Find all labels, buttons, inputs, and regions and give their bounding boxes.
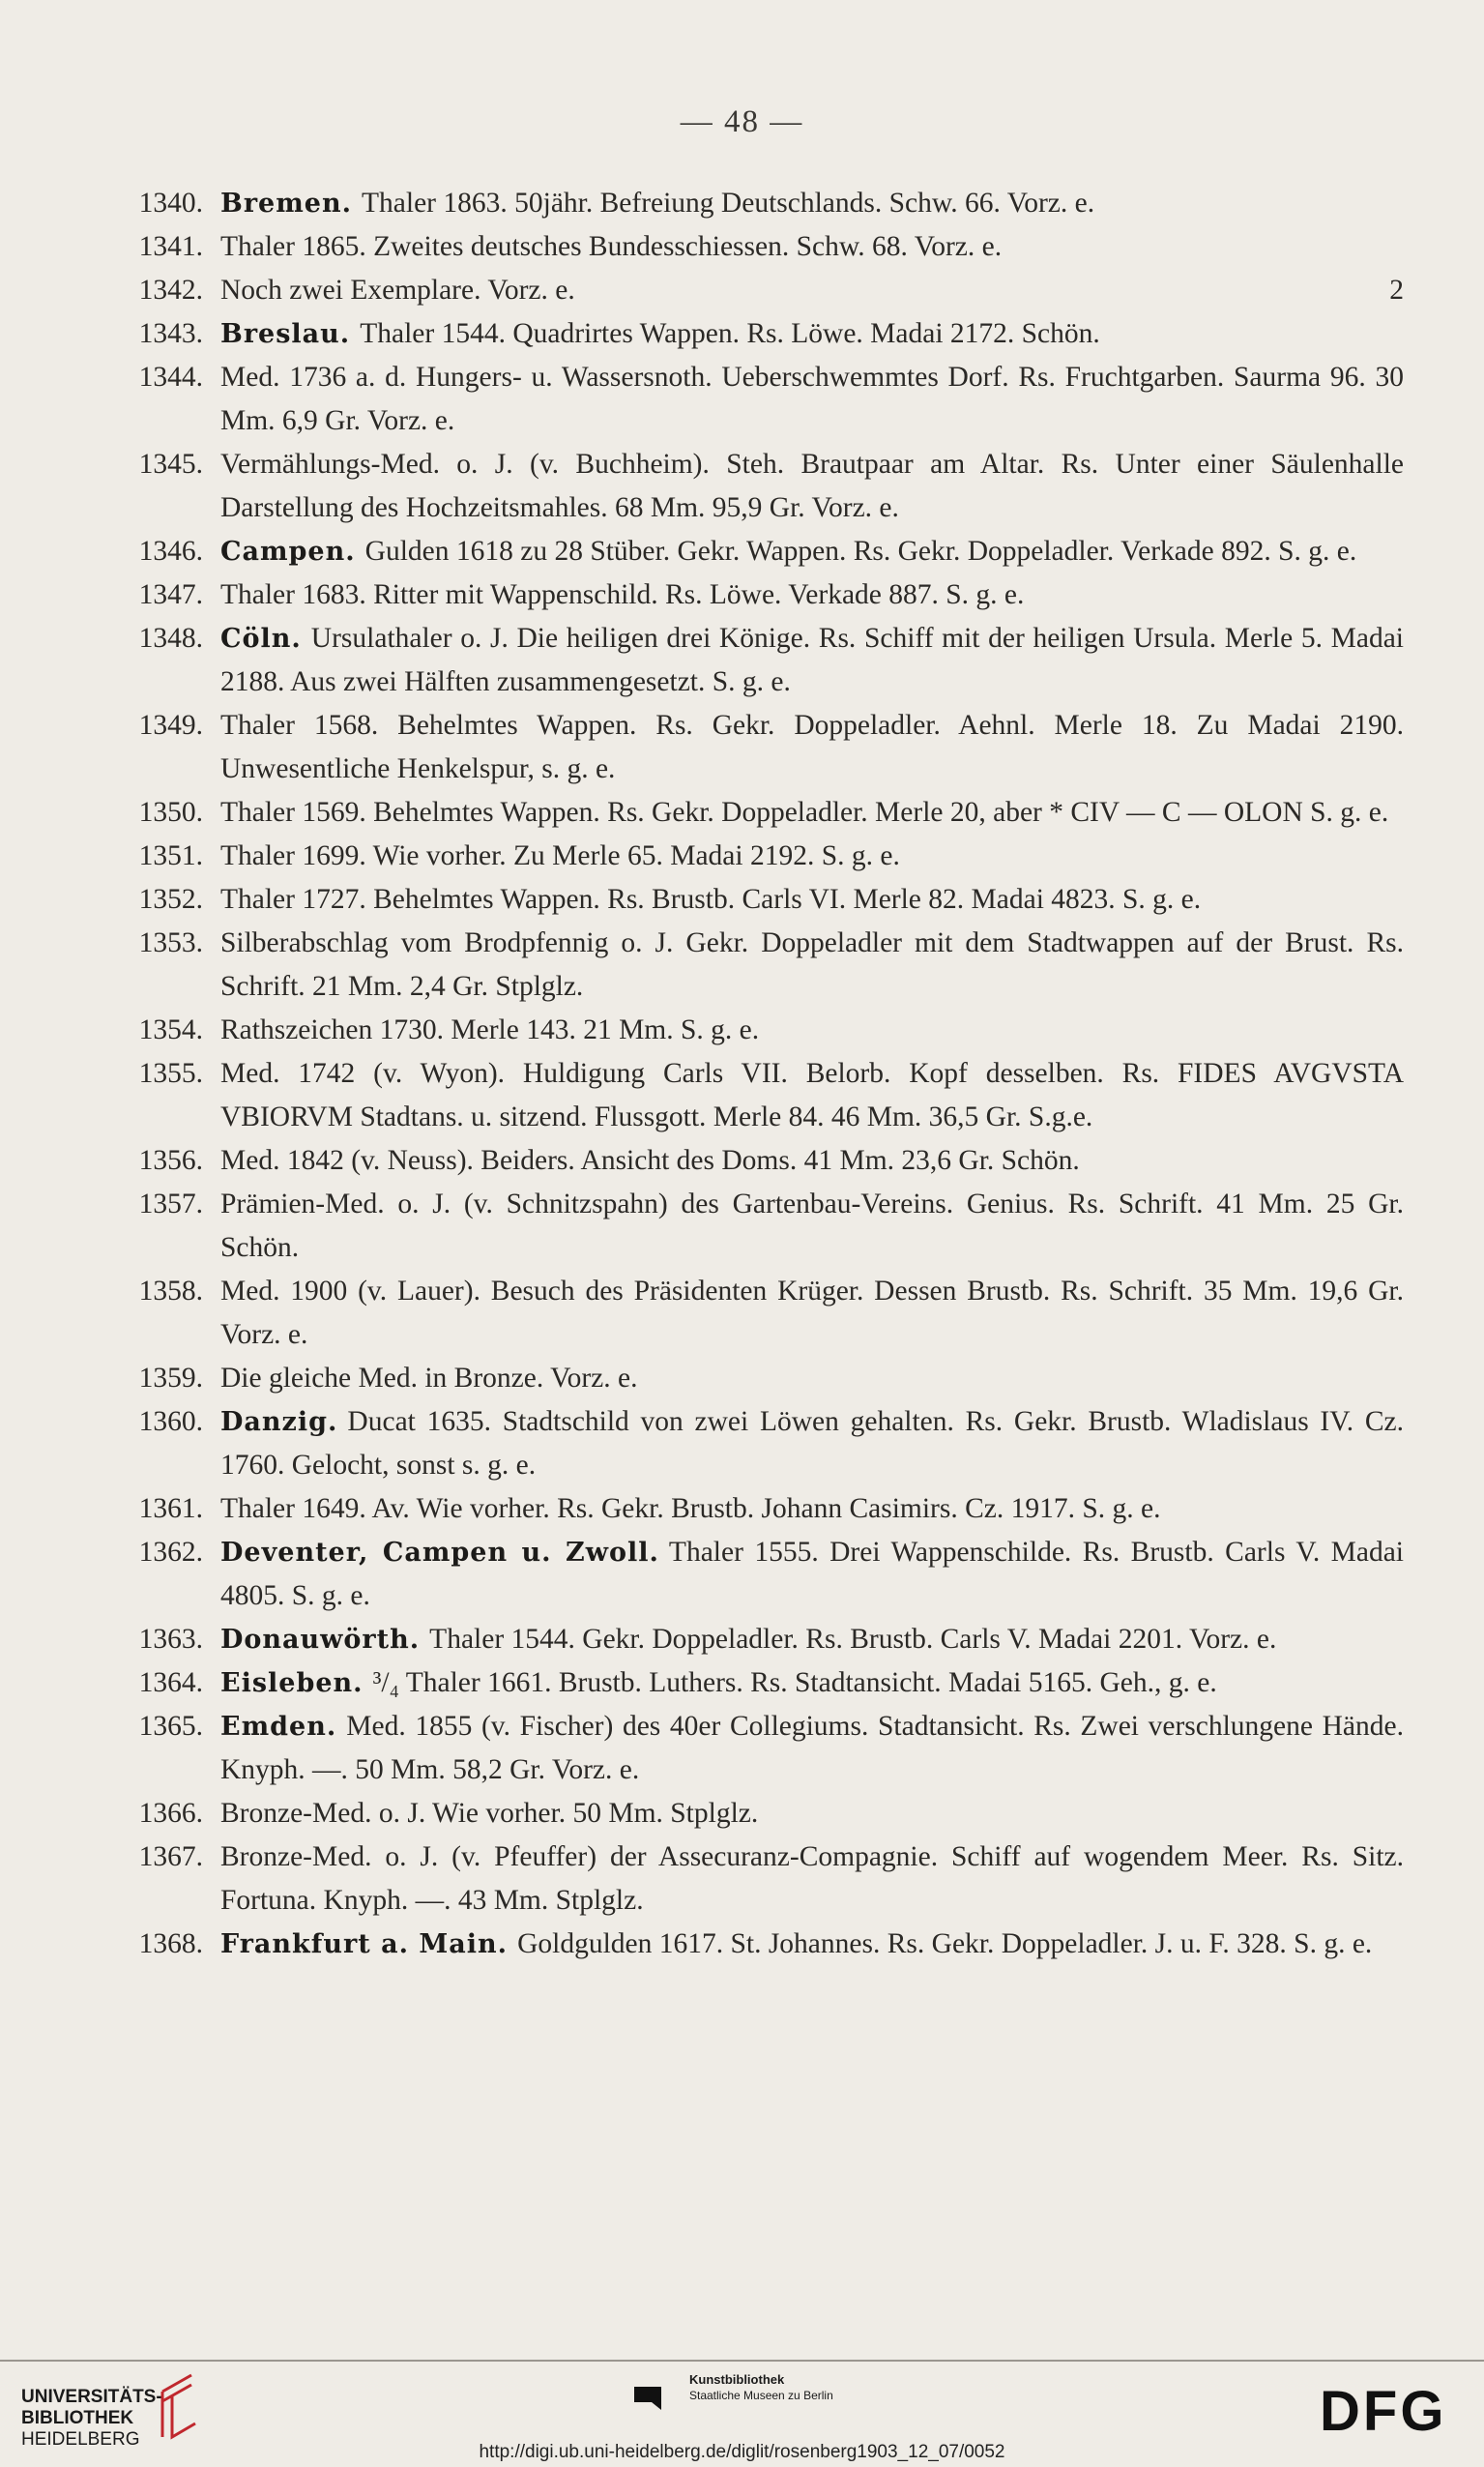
entry-number: 1363. (138, 1624, 203, 1655)
entry-text: Gulden 1618 zu 28 Stüber. Gekr. Wappen. Rs. Gekr. Doppeladler. Verkade 892. S. g. e. (364, 536, 1357, 567)
entry-body (220, 1009, 1404, 1052)
entry-text: Thaler 1544. Gekr. Doppeladler. Rs. Brustb. Carls V. Madai 2201. Vorz. e. (429, 1624, 1277, 1655)
entry-place: Danzig. (220, 1407, 338, 1437)
catalog-entry (108, 704, 1404, 791)
entry-body (220, 617, 1404, 704)
entry-number: 1361. (138, 1493, 203, 1524)
entry-text: Med. 1742 (v. Wyon). Huldigung Carls VII. Belorb. Kopf desselben. Rs. FIDES AVGVSTA VBIORVM Stadtans. u. sitzend. Flussgott. Merle 84. 46 Mm. 36,5 Gr. S.g.e. (220, 1058, 1404, 1132)
entry-body (220, 269, 1404, 312)
entry-text: Med. 1736 a. d. Hungers- u. Wassersnoth. Ueberschwemmtes Dorf. Rs. Fruchtgarben. Saurma 96. 30 Mm. 6,9 Gr. Vorz. e. (220, 362, 1404, 436)
entry-body (220, 922, 1404, 1009)
entry-body (220, 1705, 1404, 1792)
catalog-entry (108, 1487, 1404, 1531)
entry-number: 1341. (138, 231, 203, 262)
catalog-entry (108, 1705, 1404, 1792)
logo-line-2: BIBLIOTHEK (21, 2408, 134, 2428)
entry-place: Eisleben. (220, 1668, 364, 1698)
entry-text: Die gleiche Med. in Bronze. Vorz. e. (220, 1363, 638, 1394)
entry-number: 1351. (138, 840, 203, 871)
catalog-entry (108, 617, 1404, 704)
entry-body (220, 1661, 1404, 1705)
entry-body (220, 1923, 1404, 1966)
entry-text: Vermählungs-Med. o. J. (v. Buchheim). Steh. Brautpaar am Altar. Rs. Unter einer Säulenhalle Darstellung des Hochzeitsmahles. 68 Mm. 95,9 Gr. Vorz. e. (220, 449, 1404, 523)
entry-number: 1368. (138, 1928, 203, 1959)
university-emblem-icon (155, 2367, 203, 2445)
entry-body (220, 225, 1404, 269)
kunstbibliothek-logo[interactable] (633, 2371, 833, 2404)
entry-body (220, 312, 1404, 356)
entry-body (220, 443, 1404, 530)
entry-number: 1355. (138, 1058, 203, 1089)
entry-text: Noch zwei Exemplare. Vorz. e. (220, 275, 575, 306)
entry-body (220, 878, 1404, 922)
entry-number: 1350. (138, 797, 203, 828)
catalog-entry (108, 1357, 1404, 1400)
entry-number: 1345. (138, 449, 203, 480)
entry-text: Med. 1900 (v. Lauer). Besuch des Präsidenten Krüger. Dessen Brustb. Rs. Schrift. 35 Mm. 19,6 Gr. Vorz. e. (220, 1276, 1404, 1350)
catalog-entry (108, 225, 1404, 269)
entry-number: 1356. (138, 1145, 203, 1176)
entry-text: Thaler 1569. Behelmtes Wappen. Rs. Gekr. Doppeladler. Merle 20, aber * CIV — C — OLON S. g. e. (220, 797, 1389, 828)
entry-quantity: 2 (1389, 275, 1404, 306)
catalog-entry (108, 1183, 1404, 1270)
entry-number: 1349. (138, 710, 203, 741)
entry-body (220, 1836, 1404, 1923)
entry-place: Bremen. (220, 189, 353, 219)
entry-place: Frankfurt a. Main. (220, 1929, 509, 1959)
entry-text: Med. 1855 (v. Fischer) des 40er Collegiums. Stadtansicht. Rs. Zwei verschlungene Hände. Knyph. —. 50 Mm. 58,2 Gr. Vorz. e. (220, 1711, 1404, 1785)
entry-body (220, 1052, 1404, 1139)
entry-text: Thaler 1555. Drei Wappenschilde. Rs. Brustb. Carls V. Madai 4805. S. g. e. (220, 1537, 1405, 1611)
entry-number: 1357. (138, 1189, 203, 1219)
entry-number: 1344. (138, 362, 203, 393)
entry-number: 1367. (138, 1841, 203, 1872)
entry-body (220, 530, 1404, 573)
entry-number: 1362. (138, 1537, 203, 1568)
catalog-entry (108, 1009, 1404, 1052)
entry-place: Cöln. (220, 624, 302, 654)
catalog-entry (108, 878, 1404, 922)
entry-number: 1342. (138, 275, 203, 306)
entry-number: 1352. (138, 884, 203, 915)
catalog-entry (108, 1661, 1404, 1705)
entry-number: 1340. (138, 188, 203, 219)
entry-body (220, 573, 1404, 617)
entry-text: Thaler 1649. Av. Wie vorher. Rs. Gekr. Brustb. Johann Casimirs. Cz. 1917. S. g. e. (220, 1493, 1161, 1524)
catalog-entry (108, 1792, 1404, 1836)
catalog-entry (108, 443, 1404, 530)
catalog-entry (108, 1618, 1404, 1661)
entry-body (220, 791, 1404, 835)
entry-text: Thaler 1544. Quadrirtes Wappen. Rs. Löwe. Madai 2172. Schön. (360, 318, 1100, 349)
source-url[interactable]: http://digi.ub.uni-heidelberg.de/diglit/rosenberg1903_12_07/0052 (479, 2442, 1005, 2462)
logo-line-3: HEIDELBERG (21, 2429, 140, 2450)
catalog-entry (108, 182, 1404, 225)
catalog-entry (108, 269, 1404, 312)
logo-line-1: UNIVERSITÄTS- (21, 2387, 162, 2407)
entry-text: Rathszeichen 1730. Merle 143. 21 Mm. S. g. e. (220, 1014, 760, 1045)
entry-place: Campen. (220, 537, 356, 567)
catalog-entry (108, 1923, 1404, 1966)
catalog-entry (108, 1139, 1404, 1183)
entry-number: 1358. (138, 1276, 203, 1307)
entry-text: Ursulathaler o. J. Die heiligen drei Könige. Rs. Schiff mit der heiligen Ursula. Merle 5. Madai 2188. Aus zwei Hälften zusammengesetzt. S. g. e. (220, 623, 1404, 697)
entry-body (220, 1487, 1404, 1531)
catalog-entry (108, 573, 1404, 617)
entry-body (220, 835, 1404, 878)
entry-text: Thaler 1683. Ritter mit Wappenschild. Rs. Löwe. Verkade 887. S. g. e. (220, 579, 1025, 610)
entry-text: Thaler 1699. Wie vorher. Zu Merle 65. Madai 2192. S. g. e. (220, 840, 900, 871)
entry-number: 1365. (138, 1711, 203, 1742)
entry-place: Donauwörth. (220, 1625, 421, 1655)
catalog-entry (108, 1052, 1404, 1139)
footer-divider (0, 2360, 1484, 2362)
entry-body (220, 704, 1404, 791)
entry-number: 1343. (138, 318, 203, 349)
kb-title: Kunstbibliothek (689, 2372, 785, 2387)
entry-number: 1354. (138, 1014, 203, 1045)
entry-text: Bronze-Med. o. J. Wie vorher. 50 Mm. Stplglz. (220, 1798, 759, 1829)
entry-body (220, 1139, 1404, 1183)
entry-text: Thaler 1727. Behelmtes Wappen. Rs. Brustb. Carls VI. Merle 82. Madai 4823. S. g. e. (220, 884, 1202, 915)
entry-number: 1346. (138, 536, 203, 567)
entry-place: Breslau. (220, 319, 351, 349)
catalog-entry (108, 835, 1404, 878)
entry-number: 1360. (138, 1406, 203, 1437)
entry-body (220, 1531, 1404, 1618)
entry-number: 1364. (138, 1667, 203, 1698)
entry-number: 1353. (138, 927, 203, 958)
entry-text: ³/₄ Thaler 1661. Brustb. Luthers. Rs. Stadtansicht. Madai 5165. Geh., g. e. (372, 1667, 1217, 1698)
entry-body (220, 182, 1404, 225)
catalog-entry (108, 312, 1404, 356)
entry-number: 1366. (138, 1798, 203, 1829)
catalog-entry (108, 1270, 1404, 1357)
catalog-entries (108, 182, 1404, 1966)
entry-text: Thaler 1863. 50jähr. Befreiung Deutschlands. Schw. 66. Vorz. e. (362, 188, 1095, 219)
entry-body (220, 1792, 1404, 1836)
catalog-entry (108, 356, 1404, 443)
entry-body (220, 356, 1404, 443)
catalog-entry (108, 1400, 1404, 1487)
entry-body (220, 1618, 1404, 1661)
catalog-entry (108, 530, 1404, 573)
entry-text: Thaler 1568. Behelmtes Wappen. Rs. Gekr. Doppeladler. Aehnl. Merle 18. Zu Madai 2190. Unwesentliche Henkelspur, s. g. e. (220, 710, 1404, 784)
entry-text: Bronze-Med. o. J. (v. Pfeuffer) der Assecuranz-Compagnie. Schiff auf wogendem Meer. Rs. Sitz. Fortuna. Knyph. —. 43 Mm. Stplglz. (220, 1841, 1404, 1916)
entry-body (220, 1270, 1404, 1357)
entry-number: 1348. (138, 623, 203, 654)
entry-text: Thaler 1865. Zweites deutsches Bundesschiessen. Schw. 68. Vorz. e. (220, 231, 1003, 262)
catalog-entry (108, 922, 1404, 1009)
catalog-entry (108, 1836, 1404, 1923)
entry-text: Ducat 1635. Stadtschild von zwei Löwen gehalten. Rs. Gekr. Brustb. Wladislaus IV. Cz. 1760. Gelocht, sonst s. g. e. (220, 1406, 1404, 1481)
entry-text: Prämien-Med. o. J. (v. Schnitzspahn) des Gartenbau-Vereins. Genius. Rs. Schrift. 41 Mm. 25 Gr. Schön. (220, 1189, 1404, 1263)
entry-number: 1359. (138, 1363, 203, 1394)
dfg-logo[interactable]: DFG (1320, 2380, 1447, 2443)
entry-body (220, 1357, 1404, 1400)
entry-body (220, 1183, 1404, 1270)
entry-text: Med. 1842 (v. Neuss). Beiders. Ansicht des Doms. 41 Mm. 23,6 Gr. Schön. (220, 1145, 1080, 1176)
entry-place: Emden. (220, 1712, 337, 1742)
entry-number: 1347. (138, 579, 203, 610)
catalog-entry (108, 1531, 1404, 1618)
entry-text: Silberabschlag vom Brodpfennig o. J. Gekr. Doppeladler mit dem Stadtwappen auf der Brust. Rs. Schrift. 21 Mm. 2,4 Gr. Stplglz. (220, 927, 1404, 1002)
entry-body (220, 1400, 1404, 1487)
entry-text: Goldgulden 1617. St. Johannes. Rs. Gekr. Doppeladler. J. u. F. 328. S. g. e. (517, 1928, 1373, 1959)
catalog-entry (108, 791, 1404, 835)
page-number: — 48 — (680, 104, 804, 139)
entry-place: Deventer, Campen u. Zwoll. (220, 1538, 659, 1568)
kb-subtitle: Staatliche Museen zu Berlin (689, 2389, 833, 2402)
